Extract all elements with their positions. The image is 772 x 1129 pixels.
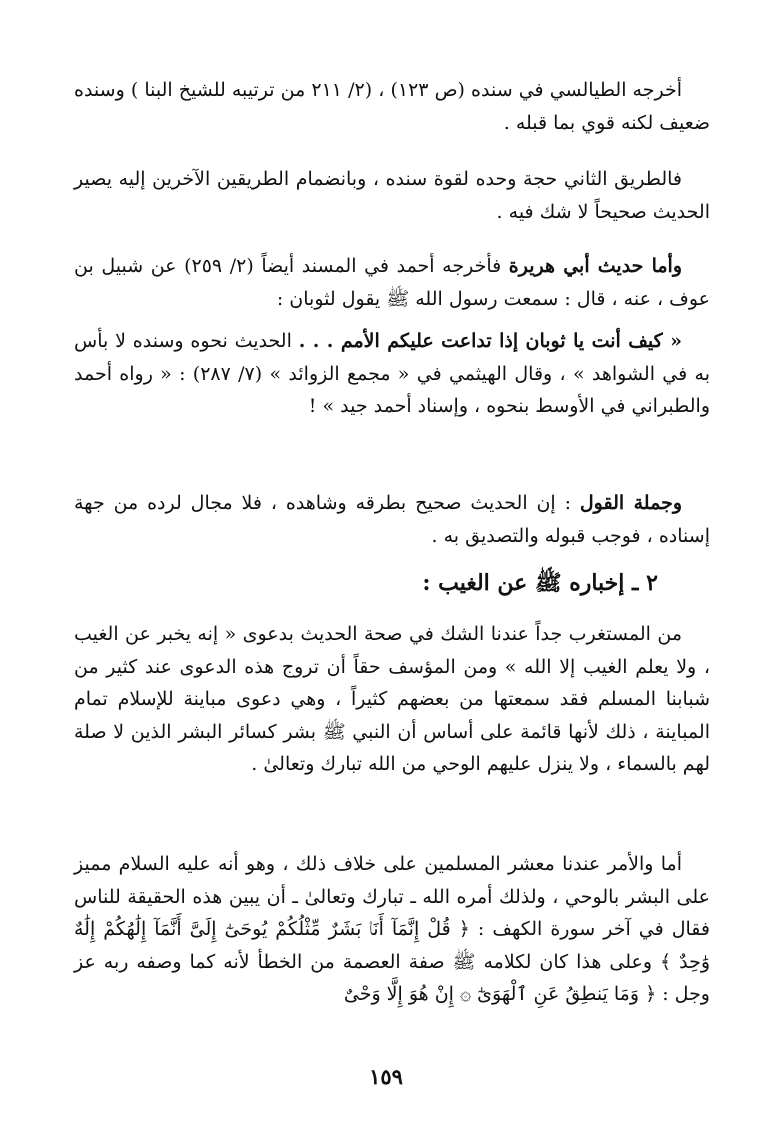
section-heading: ٢ ـ إخباره ﷺ عن الغيب :	[422, 570, 658, 596]
paragraph-7: أما والأمر عندنا معشر المسلمين على خلاف ذلك ، وهو أنه عليه السلام مميز على البشر بالوحي ، ولذلك أمره الله ـ تبارك وتعالىٰ ـ أن يبين هذه الحقيقة للناس فقال في آخر سورة الكهف : ﴿ قُلْ إِنَّمَآ أَنَا۠ بَشَرٌ مِّثْلُكُمْ يُوحَىٰٓ إِلَىَّ أَنَّمَآ إِلَٰهُكُمْ إِلَٰهٌ وَٰحِدٌ ﴾ وعلى هذا كان لكلامه ﷺ صفة العصمة من الخطأ لأنه كما وصفه ربه عز وجل : ﴿ وَمَا يَنطِقُ عَنِ ٱلْهَوَىٰٓ ۞ إِنْ هُوَ إِلَّا وَحْىٌ	[74, 853, 710, 1006]
paragraph-4-lead: « كيف أنت يا ثوبان إذا تداعت عليكم الأمم . . .	[298, 330, 682, 352]
paragraph-3	[74, 250, 710, 315]
paragraph-citation-tayalisi	[74, 74, 710, 139]
paragraph-ghayb-claim	[74, 618, 710, 781]
paragraph-4-rest: الحديث نحوه وسنده لا بأس به في الشواهد » ، وقال الهيثمي في « مجمع الزوائد » (٧/ ٢٨٧) : « رواه أحمد والطبراني في الأوسط بنحوه ، وإسناد أحمد جيد » !	[74, 330, 710, 418]
paragraph-5-rest: : إن الحديث صحيح بطرقه وشاهده ، فلا مجال لرده من جهة إسناده ، فوجب قبوله والتصديق به .	[74, 492, 710, 547]
page-number: ١٥٩	[369, 1064, 403, 1089]
paragraph-5-lead: وجملة القول	[579, 492, 682, 514]
paragraph-2: فالطريق الثاني حجة وحده لقوة سنده ، وبانضمام الطريقين الآخرين إليه يصير الحديث صحيحاً لا شك فيه .	[74, 168, 710, 223]
paragraph-3-lead: وأما حديث أبي هريرة	[508, 255, 683, 277]
paragraph-second-path	[74, 163, 710, 228]
paragraph-5	[74, 487, 710, 552]
paragraph-6: من المستغرب جداً عندنا الشك في صحة الحديث بدعوى « إنه يخبر عن الغيب ، ولا يعلم الغيب إلا الله » ومن المؤسف حقاً أن تروج هذه الدعوى عند كثير من شبابنا المسلم فقد سمعتها من بعضهم كثيراً ، وهي دعوى مباينة للإسلام تمام المباينة ، ذلك لأنها قائمة على أساس أن النبي ﷺ بشر كسائر البشر الذين لا صلة لهم بالسماء ، ولا ينزل عليهم الوحي من الله تبارك وتعالىٰ .	[74, 623, 710, 776]
paragraph-hadith-thawban	[74, 325, 710, 423]
paragraph-4	[74, 325, 710, 423]
paragraph-conclusion	[74, 487, 710, 552]
paragraph-3-rest: فأخرجه أحمد في المسند أيضاً (٢/ ٢٥٩) عن شبيل بن عوف ، عنه ، قال : سمعت رسول الله ﷺ يقول لثوبان :	[74, 255, 710, 310]
paragraph-revelation	[74, 848, 710, 1011]
paragraph-abu-hurayra	[74, 250, 710, 315]
paragraph-1: أخرجه الطيالسي في سنده (ص ١٢٣) ، (٢/ ٢١١ من ترتيبه للشيخ البنا ) وسنده ضعيف لكنه قوي بما قبله .	[74, 79, 710, 134]
